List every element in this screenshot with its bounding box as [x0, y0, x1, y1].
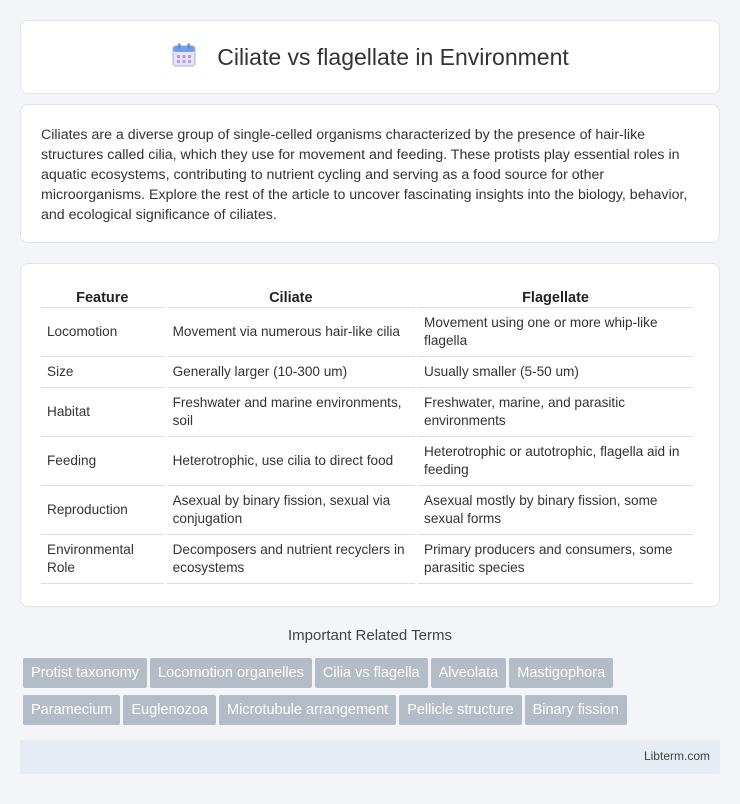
term-tag[interactable]: Paramecium	[23, 695, 120, 725]
table-cell: Freshwater and marine environments, soil	[167, 388, 415, 437]
term-tag[interactable]: Protist taxonomy	[23, 658, 147, 688]
header-ciliate: Ciliate	[167, 284, 415, 308]
term-tag[interactable]: Locomotion organelles	[150, 658, 312, 688]
table-cell: Decomposers and nutrient recyclers in ecosystems	[167, 535, 415, 584]
header-feature: Feature	[41, 284, 164, 308]
table-cell: Feeding	[41, 437, 164, 486]
table-cell: Environmental Role	[41, 535, 164, 584]
table-cell: Locomotion	[41, 308, 164, 357]
term-tag[interactable]: Microtubule arrangement	[219, 695, 396, 725]
table-cell: Freshwater, marine, and parasitic environments	[418, 388, 693, 437]
footer	[20, 740, 720, 774]
table-cell: Asexual mostly by binary fission, some sexual forms	[418, 486, 693, 535]
table-row	[41, 437, 693, 486]
table-header-row	[41, 284, 693, 308]
related-terms-list	[23, 658, 723, 732]
term-tag[interactable]: Mastigophora	[509, 658, 613, 688]
table-row	[41, 357, 693, 388]
page-title: Ciliate vs flagellate in Environment	[217, 43, 569, 70]
table-cell: Primary producers and consumers, some parasitic species	[418, 535, 693, 584]
header-card	[20, 20, 720, 94]
table-cell: Heterotrophic or autotrophic, flagella aid in feeding	[418, 437, 693, 486]
comparison-table	[38, 284, 696, 584]
table-cell: Heterotrophic, use cilia to direct food	[167, 437, 415, 486]
term-tag[interactable]: Binary fission	[525, 695, 627, 725]
intro-card	[20, 104, 720, 243]
table-cell: Movement using one or more whip-like flagella	[418, 308, 693, 357]
table-row	[41, 388, 693, 437]
term-tag[interactable]: Euglenozoa	[123, 695, 216, 725]
term-tag[interactable]: Alveolata	[431, 658, 507, 688]
header-flagellate: Flagellate	[418, 284, 693, 308]
comparison-card	[20, 263, 720, 607]
intro-text: Ciliates are a diverse group of single-celled organisms characterized by the presence of hair-like structures called cilia, which they use for movement and feeding. These protists play essential roles in aquatic ecosystems, contributing to nutrient cycling and serving as a food source for other microorganisms. Explore the rest of the article to uncover fascinating insights into the biology, behavior, and ecological significance of ciliates.	[41, 127, 688, 223]
table-cell: Reproduction	[41, 486, 164, 535]
table-row	[41, 308, 693, 357]
term-tag[interactable]: Cilia vs flagella	[315, 658, 428, 688]
table-cell: Size	[41, 357, 164, 388]
related-terms-title: Important Related Terms	[288, 627, 452, 644]
term-tag[interactable]: Pellicle structure	[399, 695, 521, 725]
table-cell: Usually smaller (5-50 um)	[418, 357, 693, 388]
footer-site-link[interactable]: Libterm.com	[643, 749, 710, 763]
table-cell: Asexual by binary fission, sexual via conjugation	[167, 486, 415, 535]
table-row	[41, 486, 693, 535]
calendar-icon	[171, 42, 197, 73]
table-cell: Movement via numerous hair-like cilia	[167, 308, 415, 357]
table-cell: Habitat	[41, 388, 164, 437]
table-cell: Generally larger (10-300 um)	[167, 357, 415, 388]
table-row	[41, 535, 693, 584]
